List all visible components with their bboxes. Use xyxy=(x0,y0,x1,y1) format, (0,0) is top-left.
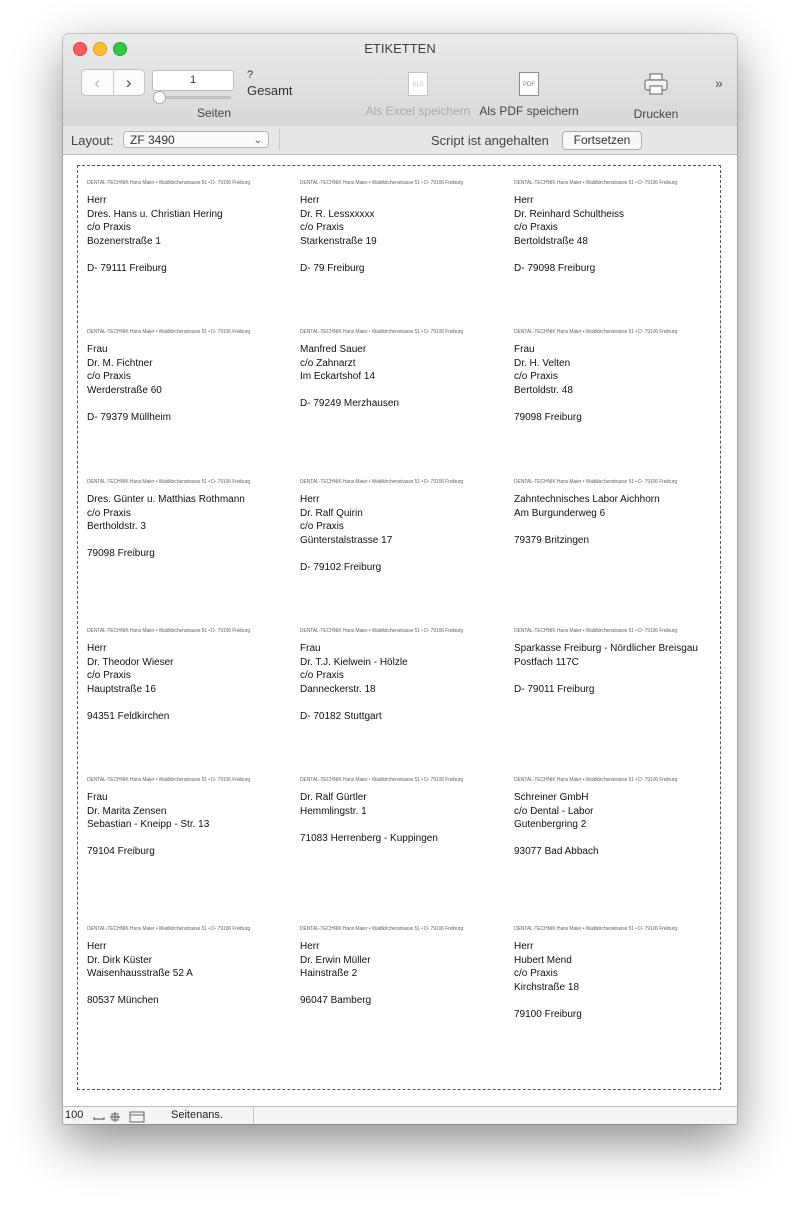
address-line: c/o Praxis xyxy=(87,371,131,382)
address-line: 79098 Freiburg xyxy=(514,411,582,423)
page-view-icon[interactable] xyxy=(129,1110,145,1124)
previous-page-button[interactable]: ‹ xyxy=(82,70,114,95)
address-label xyxy=(87,777,287,917)
address-line xyxy=(300,981,500,995)
address-line: Dres. Hans u. Christian Hering xyxy=(87,208,223,220)
address-line: Frau xyxy=(300,643,321,654)
address-line: 79098 Freiburg xyxy=(87,548,155,559)
address-line: Hauptstraße 16 xyxy=(87,683,156,695)
address-line xyxy=(87,981,287,995)
address-line: Bozenerstraße 1 xyxy=(87,235,161,247)
sender-line: DENTAL-TECHNIK Hans Maier • Waldkirchenstrasse 51 • D- 79106 Freiburg xyxy=(514,777,678,783)
sender-line: DENTAL-TECHNIK Hans Maier • Waldkirchenstrasse 51 • D- 79106 Freiburg xyxy=(87,628,251,634)
address-line: Dr. M. Fichtner xyxy=(87,357,153,369)
address-line: Dr. R. Lessxxxxx xyxy=(300,208,375,220)
address-line: Dr. Ralf Quirin xyxy=(300,507,363,519)
address-line: Frau xyxy=(87,792,108,803)
status-divider xyxy=(253,1107,254,1124)
address-label xyxy=(514,926,714,1066)
continue-button[interactable]: Fortsetzen xyxy=(562,131,642,150)
print-label: Drucken xyxy=(633,107,679,121)
address-line: 96047 Bamberg xyxy=(300,995,372,1006)
zoom-out-icon[interactable] xyxy=(93,1110,105,1124)
address-line: D- 79098 Freiburg xyxy=(514,262,596,274)
address-line xyxy=(300,818,500,832)
address-line: Schreiner GmbH xyxy=(514,792,589,803)
address-line: Zahntechnisches Labor Aichhorn xyxy=(514,494,660,505)
address-line xyxy=(514,248,714,262)
address-line: Frau xyxy=(87,344,108,355)
layout-select[interactable] xyxy=(123,131,269,148)
next-page-button[interactable]: › xyxy=(125,72,132,92)
pdf-file-icon: PDF xyxy=(519,72,539,96)
address-line: Bertoldstr. 48 xyxy=(514,384,573,396)
address-line xyxy=(300,248,500,262)
chevron-down-icon: ⌄ xyxy=(253,135,262,146)
printer-icon xyxy=(623,72,689,101)
address-label xyxy=(87,926,287,1066)
address-line: Herr xyxy=(87,941,107,952)
address-label xyxy=(87,479,287,619)
page-slider-track[interactable] xyxy=(155,96,231,99)
save-as-pdf-button[interactable] xyxy=(479,72,579,118)
address-label xyxy=(514,628,714,768)
address-line: Am Burgunderweg 6 xyxy=(514,507,606,519)
address-line: Dr. Erwin Müller xyxy=(300,954,371,966)
address-line: Herr xyxy=(87,195,107,206)
address-line: c/o Praxis xyxy=(514,222,558,233)
address-line xyxy=(300,696,500,710)
address-label xyxy=(514,777,714,917)
address-label xyxy=(87,180,287,320)
address-line: c/o Praxis xyxy=(514,371,558,382)
address-line: D- 79249 Merzhausen xyxy=(300,398,399,409)
address-line: Waisenhausstraße 52 A xyxy=(87,968,193,979)
address-line: Herr xyxy=(300,941,320,952)
address-line: Bertholdstr. 3 xyxy=(87,521,146,532)
address-line: D- 79011 Freiburg xyxy=(514,683,595,695)
address-line xyxy=(87,696,287,710)
address-line: D- 70182 Stuttgart xyxy=(300,710,382,722)
address-line xyxy=(87,534,287,548)
sender-line: DENTAL-TECHNIK Hans Maier • Waldkirchenstrasse 51 • D- 79106 Freiburg xyxy=(514,628,678,634)
address-line xyxy=(87,397,287,411)
address-line: D- 79111 Freiburg xyxy=(87,262,167,274)
address-line: Herr xyxy=(300,195,320,206)
address-label xyxy=(514,329,714,469)
address-line: Dres. Günter u. Matthias Rothmann xyxy=(87,494,245,505)
address-line xyxy=(300,384,500,398)
excel-file-icon: XLS xyxy=(408,72,428,96)
report-window xyxy=(63,34,737,1124)
page-navigation xyxy=(81,69,145,96)
address-label xyxy=(87,628,287,768)
zoom-in-icon[interactable] xyxy=(109,1110,121,1124)
address-line: c/o Praxis xyxy=(87,507,131,519)
sender-line: DENTAL-TECHNIK Hans Maier • Waldkirchenstrasse 51 • D- 79106 Freiburg xyxy=(87,479,251,485)
sender-line: DENTAL-TECHNIK Hans Maier • Waldkirchenstrasse 51 • D- 79106 Freiburg xyxy=(300,628,464,634)
address-line: Dr. Dirk Küster xyxy=(87,954,153,966)
address-line: Werderstraße 60 xyxy=(87,384,162,396)
address-line: Dr. Theodor Wieser xyxy=(87,656,174,668)
address-label xyxy=(300,926,500,1066)
address-line: Hemmlingstr. 1 xyxy=(300,805,367,817)
pages-label: Seiten xyxy=(197,106,232,120)
address-line: c/o Praxis xyxy=(87,670,131,681)
address-line: Starkenstraße 19 xyxy=(300,235,377,247)
address-line: Gutenbergring 2 xyxy=(514,819,587,830)
zoom-level[interactable]: 100 xyxy=(65,1109,84,1121)
view-mode-label[interactable]: Seitenans. xyxy=(171,1109,223,1121)
page-number-input[interactable]: 1 xyxy=(152,70,234,91)
address-line: 80537 München xyxy=(87,995,159,1006)
address-line: Bertoldstraße 48 xyxy=(514,235,588,247)
toolbar-divider xyxy=(279,129,280,150)
sender-line: DENTAL-TECHNIK Hans Maier • Waldkirchenstrasse 51 • D- 79106 Freiburg xyxy=(300,329,464,335)
address-line: Postfach 117C xyxy=(514,656,579,668)
layout-bar xyxy=(63,126,737,155)
address-line: Danneckerstr. 18 xyxy=(300,683,376,695)
toolbar-overflow-button[interactable]: » xyxy=(715,75,723,91)
address-line: Sebastian - Kneipp - Str. 13 xyxy=(87,819,210,830)
save-as-excel-button[interactable] xyxy=(363,72,473,118)
address-label xyxy=(87,329,287,469)
sender-line: DENTAL-TECHNIK Hans Maier • Waldkirchenstrasse 51 • D- 79106 Freiburg xyxy=(300,777,464,783)
total-pages-value: ? xyxy=(247,69,254,81)
address-line: Hubert Mend xyxy=(514,954,572,966)
address-line: Kirchstraße 18 xyxy=(514,981,580,993)
address-line: 79379 Britzingen xyxy=(514,534,590,546)
script-status-text: Script ist angehalten xyxy=(431,133,549,148)
address-line: Frau xyxy=(514,344,535,355)
address-line xyxy=(300,547,500,561)
total-pages-label: Gesamt xyxy=(247,83,293,98)
address-label xyxy=(300,180,500,320)
address-label xyxy=(300,479,500,619)
address-line: c/o Praxis xyxy=(514,968,558,979)
address-line xyxy=(514,994,714,1008)
sender-line: DENTAL-TECHNIK Hans Maier • Waldkirchenstrasse 51 • D- 79106 Freiburg xyxy=(300,180,464,186)
layout-select-value: ZF 3490 xyxy=(130,133,175,147)
address-line: Herr xyxy=(87,643,107,654)
address-line xyxy=(514,397,714,411)
sender-line: DENTAL-TECHNIK Hans Maier • Waldkirchenstrasse 51 • D- 79106 Freiburg xyxy=(87,777,251,783)
sender-line: DENTAL-TECHNIK Hans Maier • Waldkirchenstrasse 51 • D- 79106 Freiburg xyxy=(514,479,678,485)
address-line: Manfred Sauer xyxy=(300,344,367,355)
address-line: 93077 Bad Abbach xyxy=(514,846,599,857)
address-line: Günterstalstrasse 17 xyxy=(300,534,393,546)
address-line xyxy=(514,832,714,846)
sender-line: DENTAL-TECHNIK Hans Maier • Waldkirchenstrasse 51 • D- 79106 Freiburg xyxy=(300,479,464,485)
status-bar xyxy=(63,1106,737,1124)
save-as-pdf-label: Als PDF speichern xyxy=(479,104,579,118)
report-canvas xyxy=(63,155,737,1106)
print-button[interactable] xyxy=(623,72,689,121)
sender-line: DENTAL-TECHNIK Hans Maier • Waldkirchenstrasse 51 • D- 79106 Freiburg xyxy=(300,926,464,932)
address-line: 79104 Freiburg xyxy=(87,846,155,857)
address-line: c/o Praxis xyxy=(300,670,344,681)
address-line: Herr xyxy=(514,195,534,206)
address-label xyxy=(514,180,714,320)
address-label xyxy=(300,777,500,917)
sender-line: DENTAL-TECHNIK Hans Maier • Waldkirchenstrasse 51 • D- 79106 Freiburg xyxy=(87,180,251,186)
address-line: c/o Praxis xyxy=(300,521,344,532)
address-line: Dr. Ralf Gürtler xyxy=(300,792,367,803)
address-line xyxy=(87,248,287,262)
sender-line: DENTAL-TECHNIK Hans Maier • Waldkirchenstrasse 51 • D- 79106 Freiburg xyxy=(87,926,251,932)
layout-label: Layout: xyxy=(71,133,114,148)
address-line: D- 79102 Freiburg xyxy=(300,561,382,573)
address-label xyxy=(514,479,714,619)
address-line: Dr. Marita Zensen xyxy=(87,805,167,817)
address-line xyxy=(514,669,714,683)
sender-line: DENTAL-TECHNIK Hans Maier • Waldkirchenstrasse 51 • D- 79106 Freiburg xyxy=(514,180,678,186)
address-line: Hainstraße 2 xyxy=(300,968,358,979)
address-line: c/o Dental - Labor xyxy=(514,805,594,817)
address-line: Dr. H. Velten xyxy=(514,357,571,369)
window-title: ETIKETTEN xyxy=(364,41,436,56)
address-line xyxy=(514,520,714,534)
page-slider-handle[interactable] xyxy=(153,91,166,104)
address-line: c/o Praxis xyxy=(300,222,344,233)
sender-line: DENTAL-TECHNIK Hans Maier • Waldkirchenstrasse 51 • D- 79106 Freiburg xyxy=(514,329,678,335)
address-line: 79100 Freiburg xyxy=(514,1008,582,1020)
address-line: Im Eckartshof 14 xyxy=(300,371,376,382)
address-line: D- 79 Freiburg xyxy=(300,262,365,274)
address-line: Herr xyxy=(514,941,534,952)
address-line: 71083 Herrenberg - Kuppingen xyxy=(300,832,438,844)
address-line: Sparkasse Freiburg - Nördlicher Breisgau xyxy=(514,643,698,654)
address-line: Herr xyxy=(300,494,320,505)
address-label xyxy=(300,329,500,469)
address-line: c/o Praxis xyxy=(87,222,131,233)
address-line xyxy=(87,832,287,846)
address-line: D- 79379 Müllheim xyxy=(87,411,171,423)
title-bar xyxy=(63,34,737,127)
address-line: 94351 Feldkirchen xyxy=(87,710,170,722)
address-line: c/o Zahnarzt xyxy=(300,357,356,369)
save-as-excel-label: Als Excel speichern xyxy=(365,104,471,118)
address-label xyxy=(300,628,500,768)
sender-line: DENTAL-TECHNIK Hans Maier • Waldkirchenstrasse 51 • D- 79106 Freiburg xyxy=(87,329,251,335)
address-line: Dr. Reinhard Schultheiss xyxy=(514,208,625,220)
sender-line: DENTAL-TECHNIK Hans Maier • Waldkirchenstrasse 51 • D- 79106 Freiburg xyxy=(514,926,678,932)
address-line: Dr. T.J. Kielwein - Hölzle xyxy=(300,656,408,668)
